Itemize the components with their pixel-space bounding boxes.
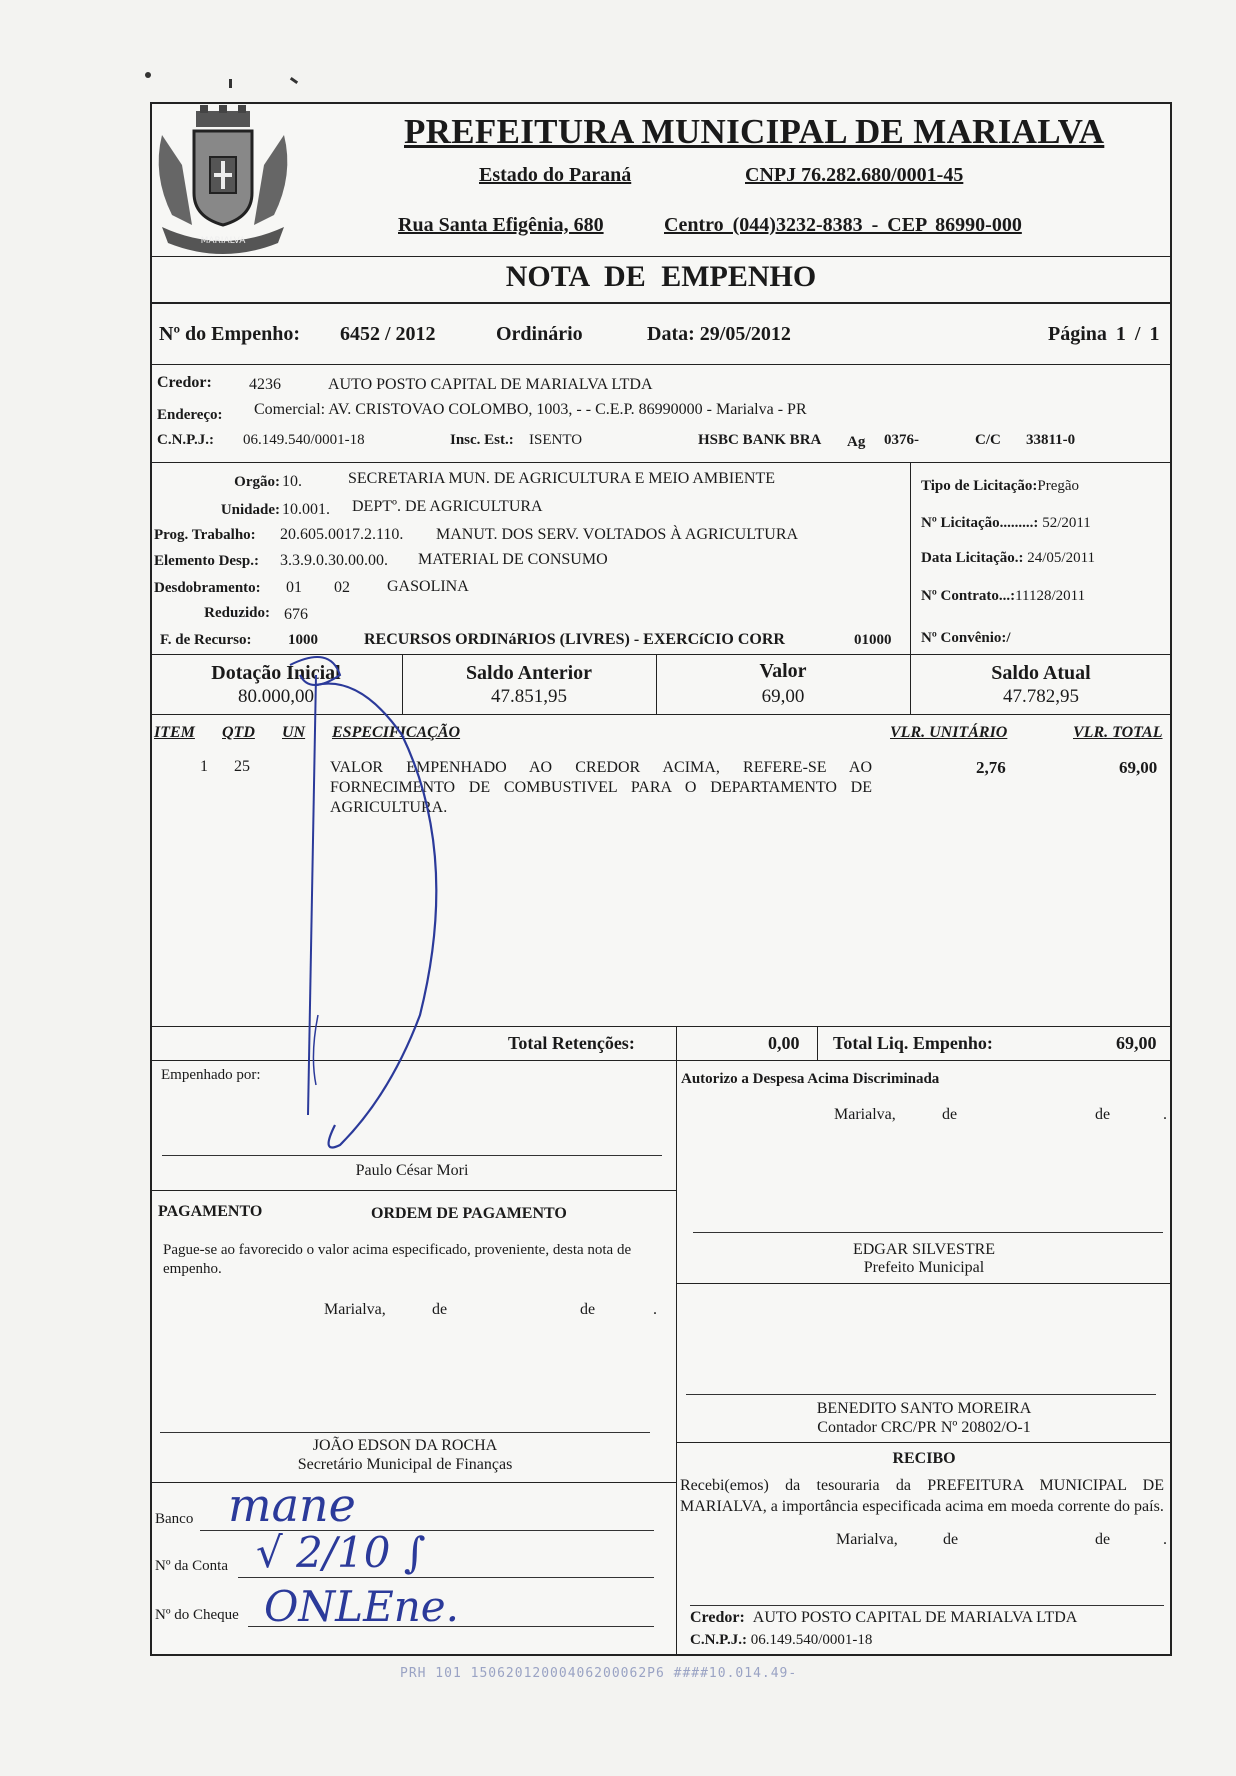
divider [910,462,911,654]
licitacao-data: 24/05/2011 [1027,550,1096,566]
signature-line [162,1155,662,1156]
pagamento-dot: . [653,1301,657,1318]
unidade-label: Unidade: [220,502,280,518]
recibo-de2: de [1095,1531,1111,1548]
financas-signer: JOÃO EDSON DA ROCHA [312,1437,498,1454]
conta-line [238,1577,654,1578]
divider [676,1442,1172,1443]
scan-footer-code: PRH 101 15062012000406200062P6 ####10.014.49- [400,1666,798,1681]
prefeito-name: EDGAR SILVESTRE [852,1241,996,1258]
liq-value: 69,00 [1116,1033,1157,1053]
divider [817,1026,818,1060]
cc-label: C/C [975,432,1001,448]
credor-name: AUTO POSTO CAPITAL DE MARIALVA LTDA [328,376,653,393]
desdob-a: 01 [286,579,302,596]
empenho-number-label: Nº do Empenho: [159,323,301,345]
ag-value: 0376- [884,432,919,448]
address-label: Endereço: [157,407,223,423]
contador-name: BENEDITO SANTO MOREIRA [816,1400,1032,1417]
header-contact: Centro (044)3232-8383 - CEP 86990-000 [664,214,1022,236]
recurso-code: 1000 [288,632,318,648]
row-espec: VALOR EMPENHADO AO CREDOR ACIMA, REFERE-SE AO FORNECIMENTO DE COMBUSTIVEL PARA O DEPARTAMENTO DE AGRICULTURA. [330,759,872,816]
credor-cnpj: 06.149.540/0001-18 [243,432,365,448]
credor-address: Comercial: AV. CRISTOVAO COLOMBO, 1003, - - C.E.P. 86990000 - Marialva - PR [254,401,807,418]
col-header-vlr-total: VLR. TOTAL [1073,724,1163,741]
dotacao-value: 80.000,00 [238,686,314,707]
signature-line [686,1394,1156,1395]
signature-line [160,1432,650,1433]
saldo-atual-value: 47.782,95 [1003,686,1079,707]
scan-speck [290,77,298,84]
pagamento-de1: de [432,1301,448,1318]
autorizo-title: Autorizo a Despesa Acima Discriminada [681,1071,940,1087]
autorizo-de2: de [1095,1106,1111,1123]
col-header-vlr-unit: VLR. UNITÁRIO [890,724,1008,741]
recibo-dot: . [1163,1531,1167,1548]
financas-role: Secretário Municipal de Finanças [297,1456,513,1473]
signature-line [693,1232,1163,1233]
divider [676,1283,1172,1284]
elemento-name: MATERIAL DE CONSUMO [418,551,608,568]
divider [676,1026,677,1060]
header-address: Rua Santa Efigênia, 680 [398,214,604,236]
recibo-de1: de [943,1531,959,1548]
empenho-number: 6452 / 2012 [340,323,436,345]
convenio-label: Nº Convênio:/ [921,630,1011,646]
retencoes-label: Total Retenções: [508,1033,635,1053]
prefeito-role: Prefeito Municipal [863,1259,985,1276]
recibo-city: Marialva, [836,1531,898,1548]
autorizo-dot: . [1163,1106,1167,1123]
col-header-qtd: QTD [222,724,255,741]
unidade-code: 10.001. [282,501,330,518]
doc-title: NOTA DE EMPENHO [505,260,817,293]
elemento-label: Elemento Desp.: [154,553,259,569]
saldo-anterior-value: 47.851,95 [491,686,567,707]
reduzido-label: Reduzido: [204,605,270,621]
valor-label: Valor [759,660,807,682]
liq-label: Total Liq. Empenho: [833,1033,993,1053]
divider [150,256,1172,257]
recurso-num: 01000 [854,632,892,648]
orgao-label: Orgão: [234,474,280,490]
recibo-credor-name: AUTO POSTO CAPITAL DE MARIALVA LTDA [752,1609,1078,1626]
empenho-page: Página 1 / 1 [1048,323,1160,345]
contrato-label: Nº Contrato...:11128/2011 [921,588,1086,604]
signature-line [690,1605,1164,1606]
header-title: PREFEITURA MUNICIPAL DE MARIALVA [404,112,1105,151]
recibo-cnpj: 06.149.540/0001-18 [750,1632,873,1648]
col-header-item: ITEM [154,724,195,741]
cnpj-label: C.N.P.J.: [157,432,214,448]
orgao-name: SECRETARIA MUN. DE AGRICULTURA E MEIO AMBIENTE [348,470,776,487]
row-vlr-unit: 2,76 [976,758,1006,777]
contrato-value: 11128/2011 [1015,588,1086,604]
conta-handwriting: √ 2/10 ∫ [256,1528,426,1577]
header-cnpj: CNPJ 76.282.680/0001-45 [745,164,964,186]
recibo-cnpj-label: C.N.P.J.: 06.149.540/0001-18 [690,1632,873,1648]
cc-value: 33811-0 [1026,432,1076,448]
empenho-date: Data: 29/05/2012 [647,323,791,345]
recibo-text: Recebi(emos) da tesouraria da PREFEITURA MUNICIPAL DE MARIALVA, a importância especificada acima em moeda corrente do país. [680,1477,1164,1515]
insc-label: Insc. Est.: [450,432,514,448]
pagamento-de2: de [580,1301,596,1318]
autorizo-de1: de [942,1106,958,1123]
contador-role: Contador CRC/PR Nº 20802/O-1 [817,1419,1031,1436]
autorizo-city: Marialva, [834,1106,896,1123]
empenhado-label: Empenhado por: [161,1067,261,1083]
ordem-pagamento-label: ORDEM DE PAGAMENTO [371,1205,567,1222]
valor-value: 69,00 [761,686,805,707]
recurso-name: RECURSOS ORDINáRIOS (LIVRES) - EXERCíCIO CORR [364,631,785,648]
licitacao-tipo-label: Tipo de Licitação:Pregão [921,478,1080,494]
divider [150,1190,676,1191]
insc-value: ISENTO [529,432,583,448]
cheque-handwriting: ONLEne. [264,1582,459,1631]
licitacao-tipo: Pregão [1037,478,1080,494]
licitacao-num-label: Nº Licitação.........: 52/2011 [921,515,1091,531]
desdob-name: GASOLINA [387,578,469,595]
prog-label: Prog. Trabalho: [154,527,256,543]
pagamento-text: Pague-se ao favorecido o valor acima especificado, proveniente, desta nota de empenho. [163,1242,632,1277]
row-vlr-total: 69,00 [1119,758,1158,777]
recurso-label: F. de Recurso: [160,632,252,648]
saldo-anterior-label: Saldo Anterior [465,662,593,684]
recibo-credor-label: Credor: AUTO POSTO CAPITAL DE MARIALVA LTDA [690,1609,1078,1626]
scan-speck [145,72,151,78]
licitacao-data-label: Data Licitação.: 24/05/2011 [921,550,1096,566]
banco-handwriting: mane [228,1478,356,1532]
orgao-code: 10. [282,473,302,490]
prog-code: 20.605.0017.2.110. [280,526,404,543]
pagamento-label: PAGAMENTO [158,1203,263,1220]
saldo-atual-label: Saldo Atual [991,662,1091,684]
divider [150,364,1172,365]
scan-speck [229,79,232,88]
cheque-label: Nº do Cheque [155,1607,239,1623]
handwritten-signature-icon [270,655,490,1155]
prog-name: MANUT. DOS SERV. VOLTADOS À AGRICULTURA [436,526,799,543]
coat-of-arms-icon [152,105,294,255]
banco-label: Banco [155,1511,194,1527]
retencoes-value: 0,00 [768,1033,800,1053]
col-header-espec: ESPECIFICAÇÃO [332,724,461,741]
elemento-code: 3.3.9.0.30.00.00. [280,552,388,569]
desdob-b: 02 [334,579,350,596]
divider [676,1060,677,1656]
reduzido-value: 676 [284,606,308,623]
header-state: Estado do Paraná [479,164,632,186]
bank-name: HSBC BANK BRA [698,432,822,448]
divider [150,462,1172,463]
empenhado-name: Paulo César Mori [355,1162,469,1179]
row-qtd: 25 [234,758,250,775]
credor-label: Credor: [157,374,212,391]
recibo-title: RECIBO [892,1450,956,1467]
dotacao-label: Dotação Inicial [211,662,341,684]
row-item: 1 [200,758,208,775]
desdob-label: Desdobramento: [154,580,261,596]
conta-label: Nº da Conta [155,1558,228,1574]
col-header-un: UN [282,724,306,741]
seal-text: MARIALVA [200,236,246,246]
divider [150,302,1172,304]
licitacao-num: 52/2011 [1042,515,1091,531]
credor-code: 4236 [249,376,281,393]
ag-label: Ag [847,434,866,450]
empenho-type: Ordinário [496,323,583,345]
pagamento-city: Marialva, [324,1301,386,1318]
unidade-name: DEPTº. DE AGRICULTURA [352,498,543,515]
